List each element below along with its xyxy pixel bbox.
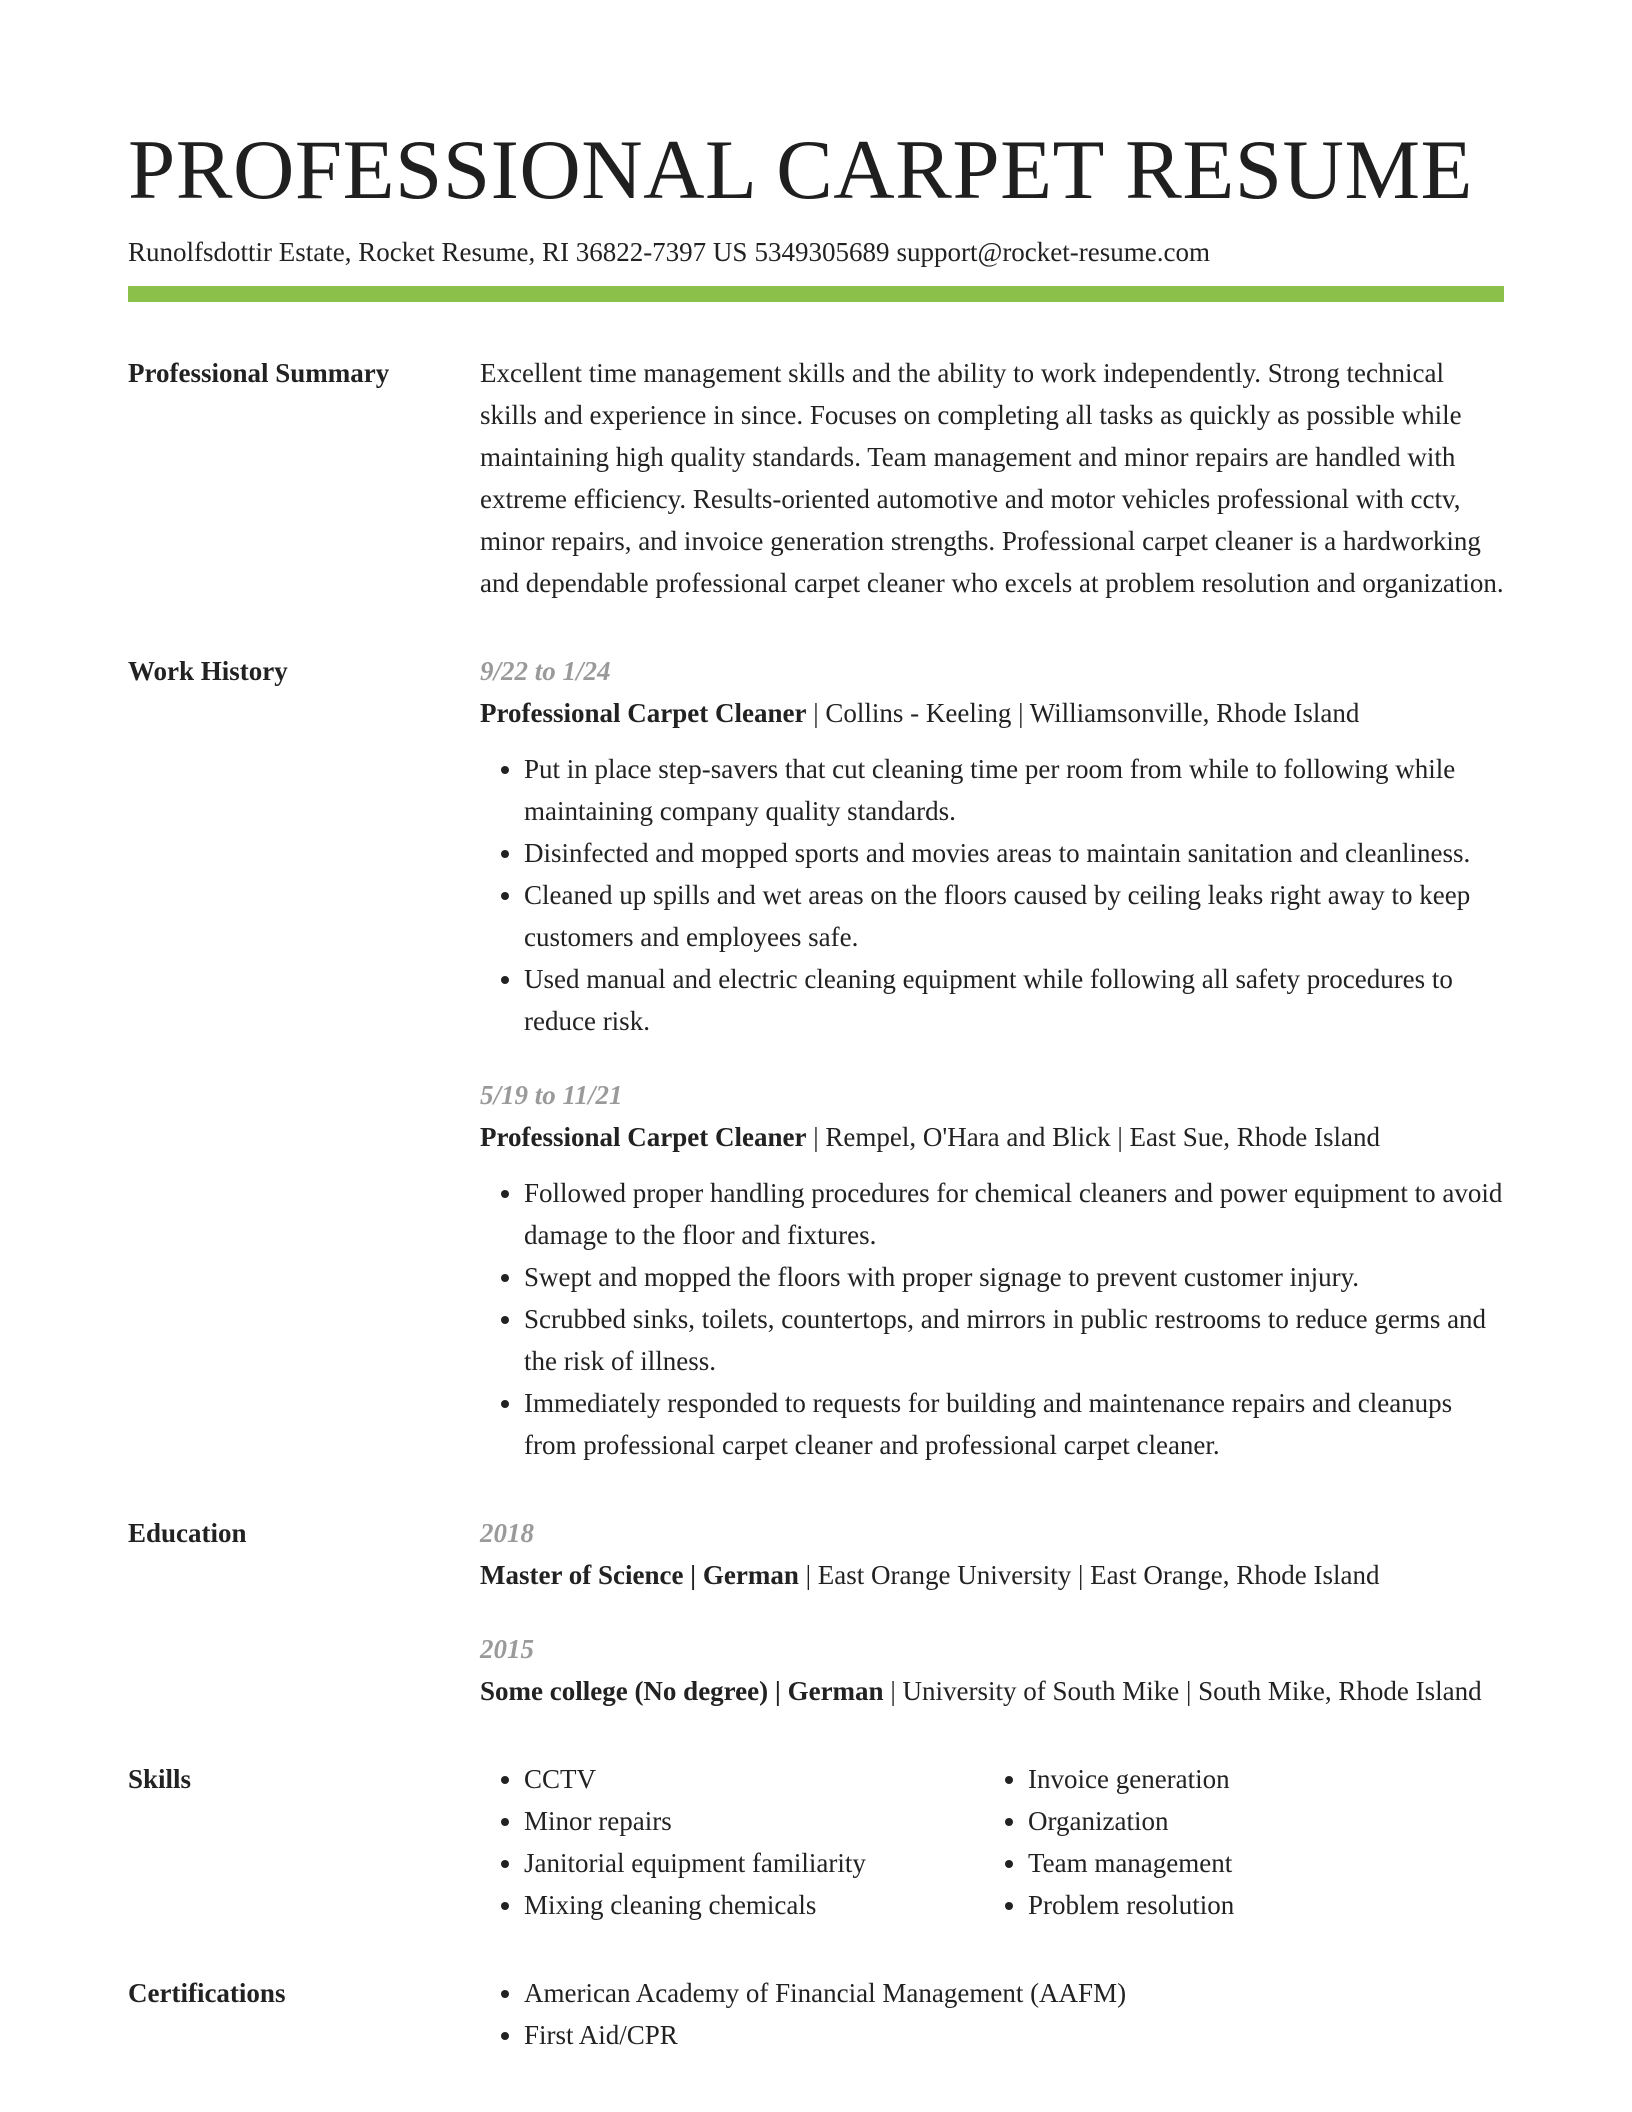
job-dates: 5/19 to 11/21 <box>480 1080 623 1110</box>
work-body <box>480 650 1504 1466</box>
education-degree: Master of Science | German <box>480 1560 799 1590</box>
section-work-history <box>128 650 1504 1466</box>
list-item: • First Aid/CPR <box>524 2014 1504 2056</box>
list-item: • Cleaned up spills and wet areas on the floors caused by ceiling leaks right away to keep customers and employees safe. <box>524 874 1504 958</box>
list-item: • Scrubbed sinks, toilets, countertops, and mirrors in public restrooms to reduce germs and the risk of illness. <box>524 1298 1504 1382</box>
section-title-skills: Skills <box>128 1764 192 1794</box>
section-education <box>128 1512 1504 1712</box>
education-entry <box>480 1628 1504 1712</box>
job-role: Professional Carpet Cleaner <box>480 698 807 728</box>
list-item: • CCTV <box>524 1758 984 1800</box>
list-item: • Mixing cleaning chemicals <box>524 1884 984 1926</box>
resume-page <box>128 118 1504 2056</box>
job-bullets <box>480 748 1504 1042</box>
skills-column-1 <box>480 1758 984 1926</box>
list-item: • Problem resolution <box>1028 1884 1504 1926</box>
certifications-body <box>480 1972 1504 2056</box>
list-item: • Janitorial equipment familiarity <box>524 1842 984 1884</box>
summary-body <box>480 352 1504 604</box>
education-details: | University of South Mike | South Mike, Rhode Island <box>883 1676 1482 1706</box>
skills-column-2 <box>984 1758 1504 1926</box>
resume-name: PROFESSIONAL CARPET RESUME <box>128 123 1473 217</box>
education-year: 2018 <box>480 1518 534 1548</box>
job-heading <box>480 692 1504 734</box>
job-role: Professional Carpet Cleaner <box>480 1122 807 1152</box>
list-item: • Minor repairs <box>524 1800 984 1842</box>
job-details: | Rempel, O'Hara and Blick | East Sue, Rhode Island <box>806 1122 1381 1152</box>
skills-list-2 <box>984 1758 1504 1926</box>
education-heading <box>480 1670 1504 1712</box>
list-item: • Disinfected and mopped sports and movies areas to maintain sanitation and cleanliness. <box>524 832 1504 874</box>
section-title-summary: Professional Summary <box>128 358 390 388</box>
contact-address: Runolfsdottir Estate, Rocket Resume, RI 36822-7397 US <box>128 237 748 267</box>
list-item: • Swept and mopped the floors with proper signage to prevent customer injury. <box>524 1256 1504 1298</box>
education-year: 2015 <box>480 1634 534 1664</box>
skills-list-1 <box>480 1758 984 1926</box>
list-item: • Followed proper handling procedures for chemical cleaners and power equipment to avoid damage to the floor and fixtures. <box>524 1172 1504 1256</box>
header-divider <box>128 286 1504 302</box>
summary-text: Excellent time management skills and the ability to work independently. Strong technical skills and experience in since. Focuses on completing all tasks as quickly as possible while maintaining high quality standards. Team management and minor repairs are handled with extreme efficiency. Results-oriented automotive and motor vehicles professional with cctv, minor repairs, and invoice generation strengths. Professional carpet cleaner is a hardworking and dependable professional carpet cleaner who excels at problem resolution and organization. <box>480 358 1504 598</box>
job-heading <box>480 1116 1504 1158</box>
contact-phone: 5349305689 <box>754 237 890 267</box>
skills-body <box>480 1758 1504 1926</box>
section-summary <box>128 352 1504 604</box>
section-certifications <box>128 1972 1504 2056</box>
section-title-education: Education <box>128 1518 247 1548</box>
list-item: • Used manual and electric cleaning equipment while following all safety procedures to reduce risk. <box>524 958 1504 1042</box>
education-entry <box>480 1512 1504 1596</box>
list-item: • Team management <box>1028 1842 1504 1884</box>
job-entry <box>480 650 1504 1042</box>
job-bullets <box>480 1172 1504 1466</box>
section-skills <box>128 1758 1504 1926</box>
job-dates: 9/22 to 1/24 <box>480 656 611 686</box>
list-item: • Invoice generation <box>1028 1758 1504 1800</box>
certifications-list <box>480 1972 1504 2056</box>
job-details: | Collins - Keeling | Williamsonville, Rhode Island <box>806 698 1360 728</box>
contact-line <box>128 234 1504 270</box>
list-item: • Put in place step-savers that cut cleaning time per room from while to following while maintaining company quality standards. <box>524 748 1504 832</box>
list-item: • American Academy of Financial Management (AAFM) <box>524 1972 1504 2014</box>
education-degree: Some college (No degree) | German <box>480 1676 884 1706</box>
list-item: • Immediately responded to requests for building and maintenance repairs and cleanups from professional carpet cleaner and professional carpet cleaner. <box>524 1382 1504 1466</box>
education-heading <box>480 1554 1504 1596</box>
contact-email: support@rocket-resume.com <box>896 237 1210 267</box>
job-entry <box>480 1074 1504 1466</box>
education-body <box>480 1512 1504 1712</box>
section-title-work: Work History <box>128 656 288 686</box>
education-details: | East Orange University | East Orange, Rhode Island <box>798 1560 1380 1590</box>
list-item: • Organization <box>1028 1800 1504 1842</box>
section-title-certifications: Certifications <box>128 1978 286 2008</box>
